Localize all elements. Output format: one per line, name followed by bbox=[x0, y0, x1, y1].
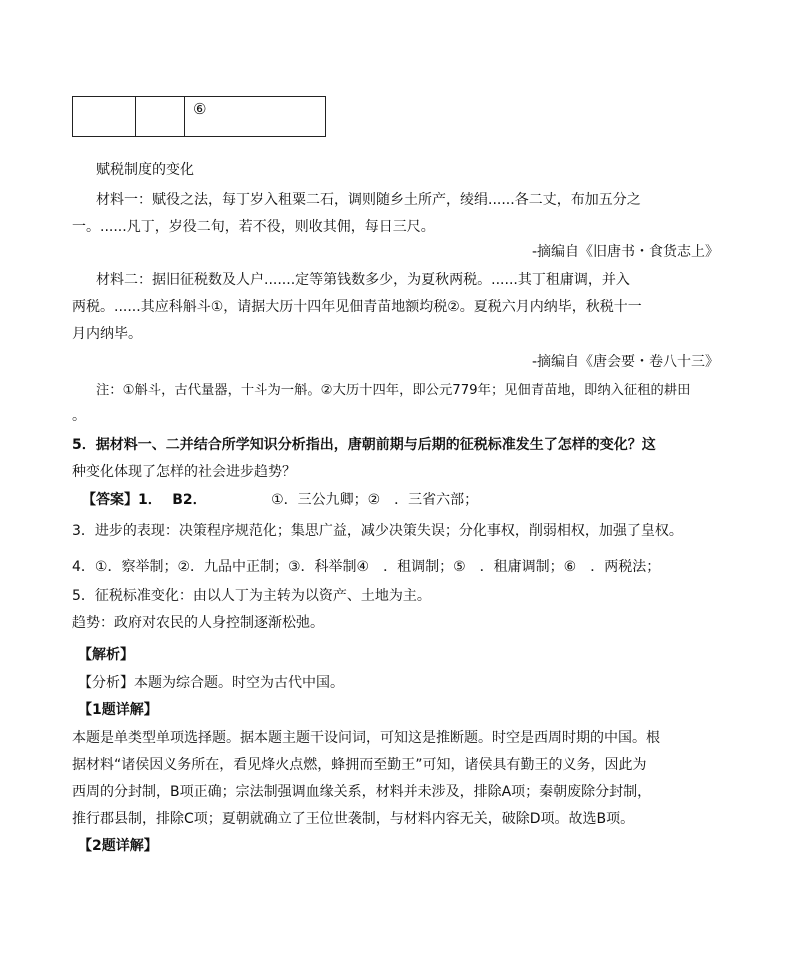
detail-1-text: 本题是单类型单项选择题。据本题主题干设问词，可知这是推断题。时空是西周时期的中国。根 bbox=[72, 730, 660, 746]
question-5-cont: 种变化体现了怎样的社会进步趋势？ bbox=[72, 464, 296, 480]
section-heading: 赋税制度的变化 bbox=[96, 162, 194, 178]
question-5-text: 5．据材料一、二并结合所学知识分析指出，唐朝前期与后期的征税标准发生了怎样的变化？这 bbox=[72, 437, 656, 453]
table-row bbox=[73, 97, 326, 137]
answer-b2: B2． bbox=[172, 492, 207, 508]
table-cell: ⑥ bbox=[185, 97, 326, 137]
note-line: 。 bbox=[72, 408, 86, 424]
detail-1-text: 西周的分封制，B项正确；宗法制强调血缘关系，材料并未涉及，排除A项；秦朝废除分封制， bbox=[72, 784, 652, 800]
answer-2: ①．三公九卿；② ．三省六部； bbox=[271, 492, 479, 508]
answer-1: 1． bbox=[138, 492, 162, 508]
answer-3: 3．进步的表现：决策程序规范化；集思广益，减少决策失误；分化事权，削弱相权，加强了皇权。 bbox=[72, 523, 683, 539]
material-2-line: 两税。......其应科斛斗①，请据大历十四年见佃青苗地额均税②。夏税六月内纳毕，秋税十一 bbox=[72, 299, 642, 315]
detail-2-heading: 【2题详解】 bbox=[78, 838, 158, 854]
answer-label: 【答案】 bbox=[82, 492, 138, 508]
trend-line: 趋势：政府对农民的人身控制逐渐松弛。 bbox=[72, 615, 324, 631]
question-5 bbox=[72, 435, 656, 455]
analysis-heading: 【解析】 bbox=[78, 647, 134, 663]
material-2-line: 月内纳毕。 bbox=[72, 326, 142, 342]
answer-line bbox=[82, 490, 478, 510]
note-line: 注：①斛斗，古代量器，十斗为一斛。②大历十四年，即公元779年；见佃青苗地，即纳入征租的耕田 bbox=[96, 383, 691, 398]
answer-4: 4．①．察举制；②．九品中正制；③．科举制④ ．租调制；⑤ ．租庸调制；⑥ ．两税法； bbox=[72, 559, 661, 575]
answer-table-fragment bbox=[72, 96, 326, 137]
detail-1-text: 推行郡县制，排除C项；夏朝就确立了王位世袭制，与材料内容无关，破除D项。故选B项。 bbox=[72, 811, 635, 827]
material-1-line: 材料一：赋役之法，每丁岁入租粟二石，调则随乡土所产，绫绢......各二丈，布加五分之 bbox=[96, 192, 641, 208]
material-2-source: -摘编自《唐会要・卷八十三》 bbox=[531, 354, 719, 370]
material-1-line: 一。......凡丁，岁役二旬，若不役，则收其佣，每日三尺。 bbox=[72, 219, 435, 235]
analysis-summary: 【分析】本题为综合题。时空为古代中国。 bbox=[78, 675, 344, 691]
material-2-line: 材料二：据旧征税数及人户.......定等第钱数多少，为夏秋两税。......其丁租庸调，并入 bbox=[96, 272, 630, 288]
table-cell bbox=[73, 97, 136, 137]
detail-1-heading: 【1题详解】 bbox=[78, 702, 158, 718]
detail-1-text: 据材料“诸侯因义务所在，看见烽火点燃，蜂拥而至勤王”可知，诸侯具有勤王的义务，因此为 bbox=[72, 757, 647, 773]
table-cell bbox=[136, 97, 185, 137]
answer-5: 5．征税标准变化：由以人丁为主转为以资产、土地为主。 bbox=[72, 588, 431, 604]
material-1-source: -摘编自《旧唐书・食货志上》 bbox=[531, 244, 719, 260]
